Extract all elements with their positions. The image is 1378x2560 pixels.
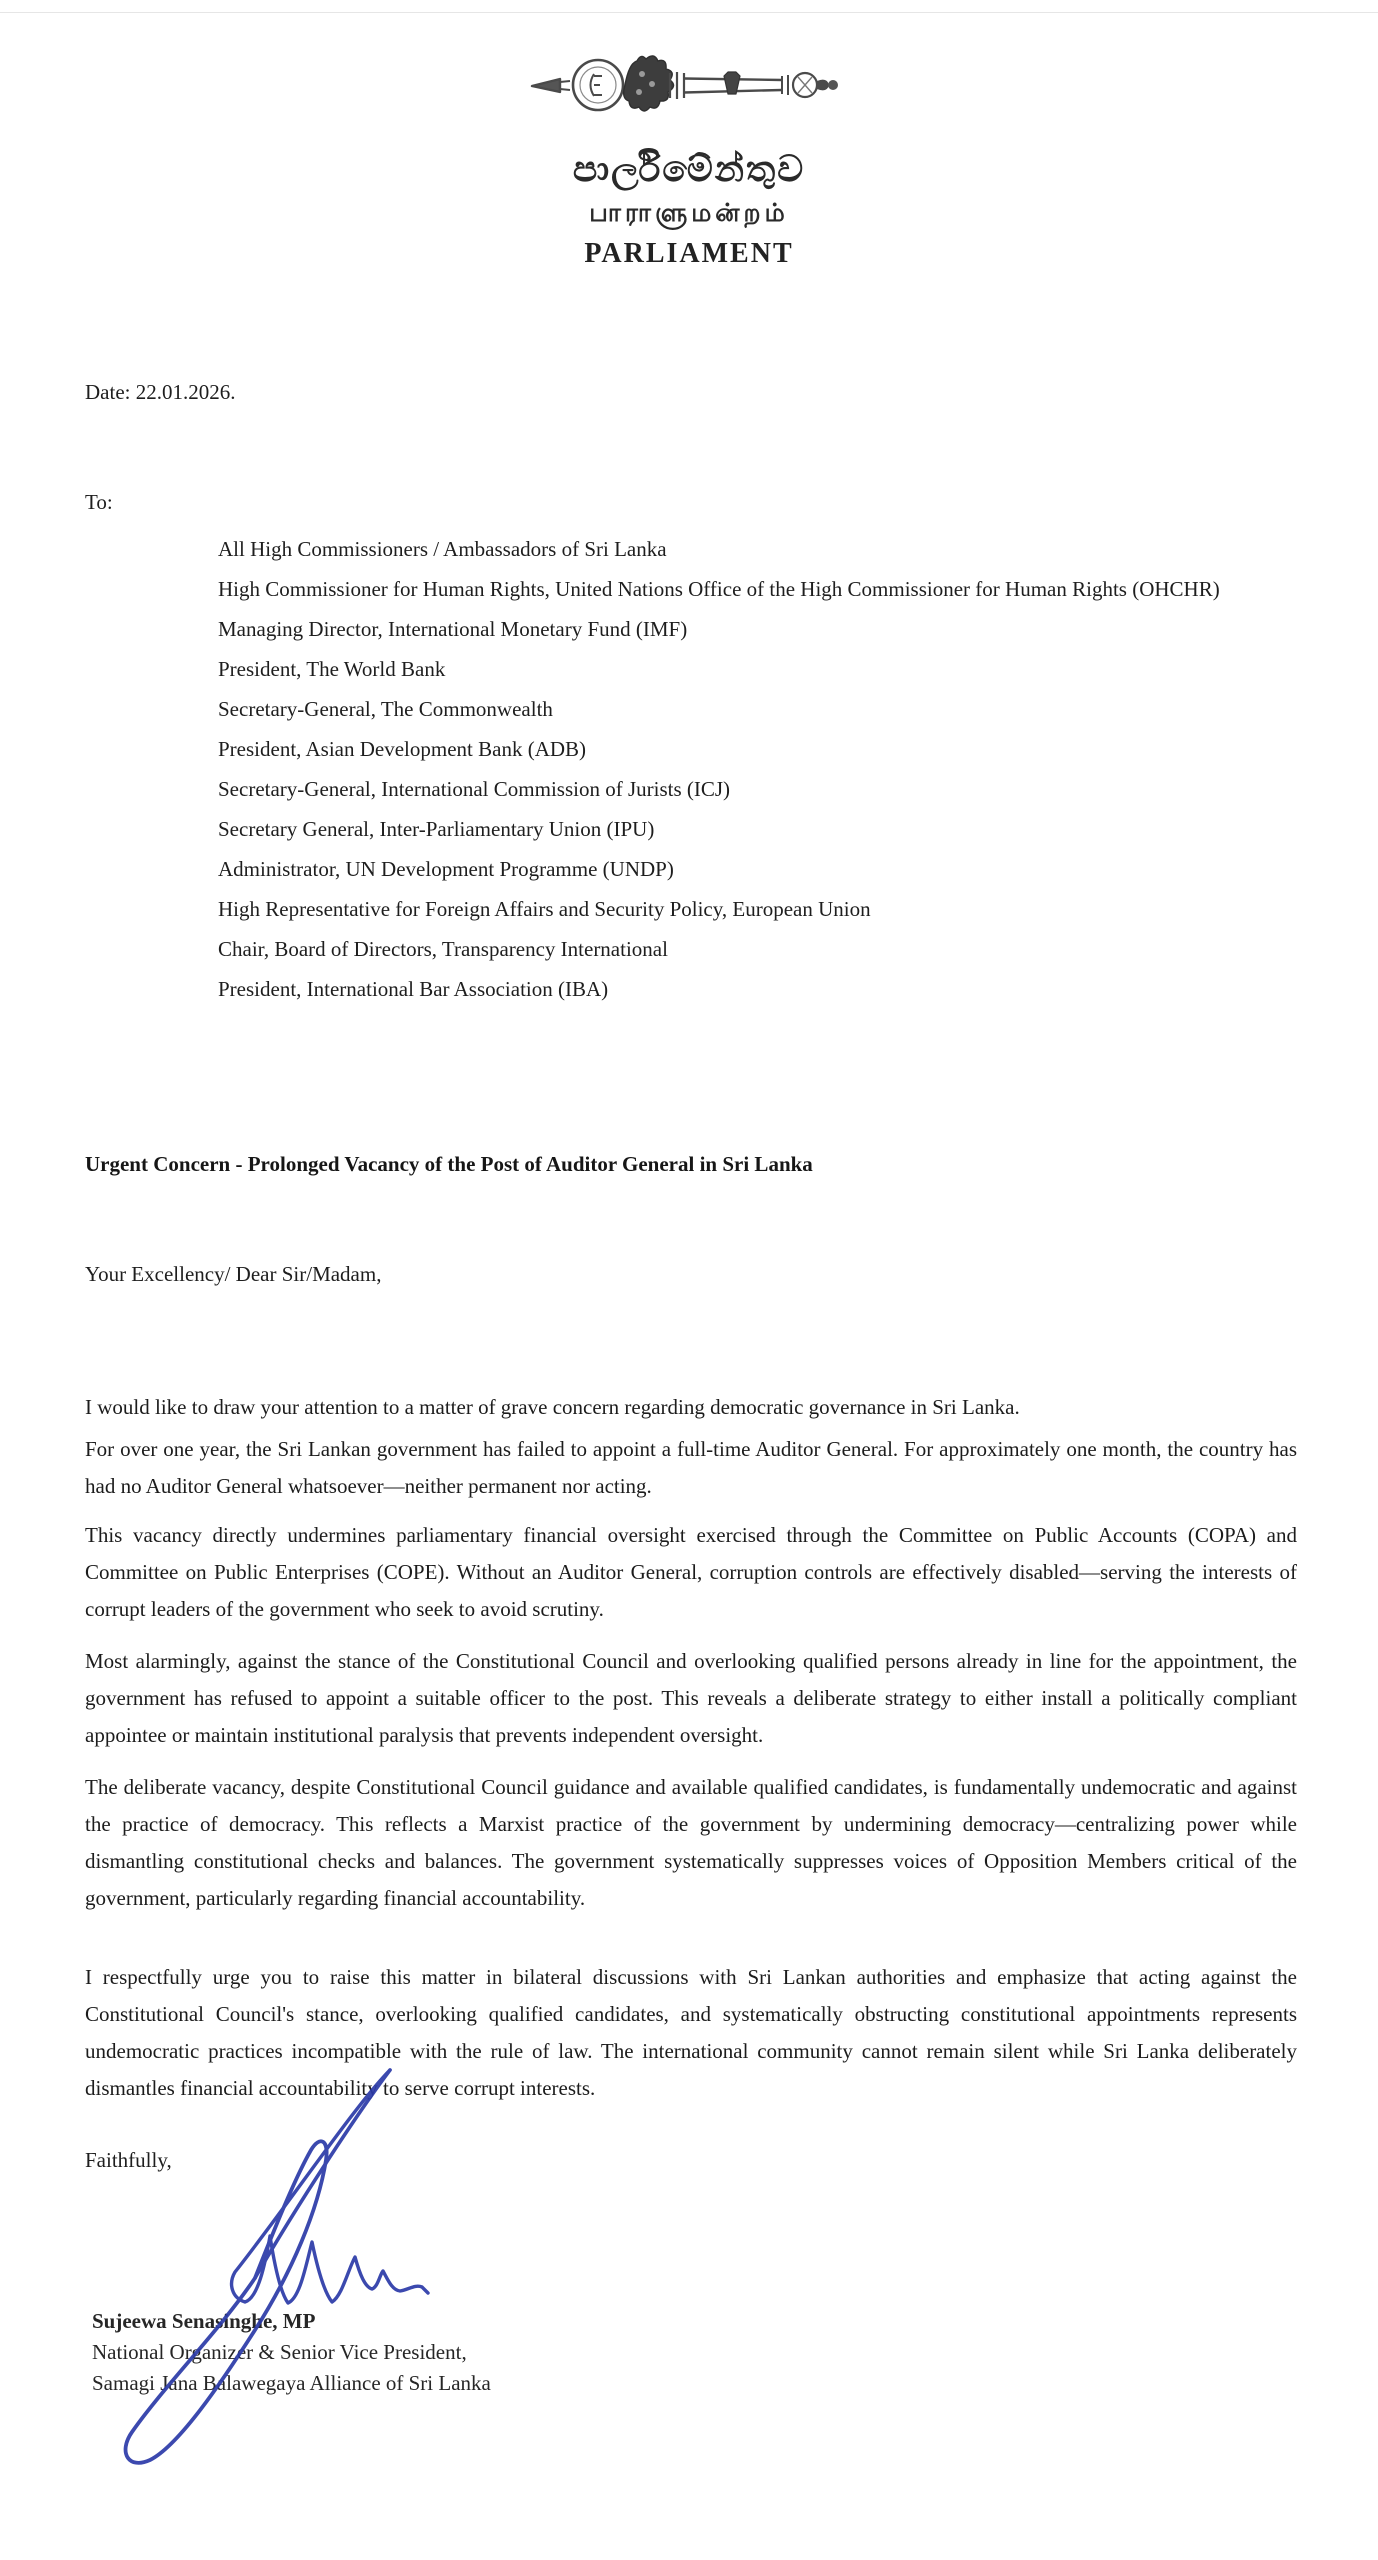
recipient-item: Managing Director, International Monetary Fund (IMF)	[218, 617, 688, 641]
body-paragraph: The deliberate vacancy, despite Constitutional Council guidance and available qualified candidates, is fundamentally undemocratic and against the practice of democracy. This reflects a Marxist practice of the government by undermining democracy—centralizing power while dismantling constitutional checks and balances. The government systematically suppresses voices of Opposition Members critical of the government, particularly regarding financial accountability.	[85, 1775, 1297, 1910]
recipient-item: President, The World Bank	[218, 657, 446, 681]
body-paragraph: For over one year, the Sri Lankan government has failed to appoint a full-time Auditor General. For approximately one month, the country has had no Auditor General whatsoever—neither permanent nor acting.	[85, 1437, 1297, 1498]
to-label: To:	[85, 490, 113, 514]
date-line: Date: 22.01.2026.	[85, 380, 236, 404]
subject-line: Urgent Concern - Prolonged Vacancy of the Post of Auditor General in Sri Lanka	[85, 1152, 813, 1176]
parliament-mace-icon	[524, 40, 854, 137]
recipient-item: Secretary General, Inter-Parliamentary Union (IPU)	[218, 817, 655, 841]
parliament-title-tamil: பாராளுமன்றம்	[589, 200, 789, 227]
recipient-item: President, International Bar Association (IBA)	[218, 977, 609, 1001]
recipient-list	[218, 531, 1228, 1011]
salutation: Your Excellency/ Dear Sir/Madam,	[85, 1262, 382, 1286]
body-paragraph: I would like to draw your attention to a matter of grave concern regarding democratic governance in Sri Lanka.	[85, 1395, 1020, 1419]
recipient-item: Chair, Board of Directors, Transparency International	[218, 937, 668, 961]
recipient-item: Secretary-General, The Commonwealth	[218, 697, 553, 721]
body-paragraph: This vacancy directly undermines parliamentary financial oversight exercised through the Committee on Public Accounts (COPA) and Committee on Public Enterprises (COPE). Without an Auditor General, corruption controls are effectively disabled—serving the interests of corrupt leaders of the government who seek to avoid scrutiny.	[85, 1523, 1297, 1621]
parliament-title-sinhala: පාර්ලිමේන්තුව	[572, 149, 806, 189]
recipient-item: Secretary-General, International Commission of Jurists (ICJ)	[218, 777, 731, 801]
recipient-item: President, Asian Development Bank (ADB)	[218, 737, 587, 761]
signatory-title: National Organizer & Senior Vice President,	[92, 2340, 467, 2364]
recipient-item: Administrator, UN Development Programme (UNDP)	[218, 857, 674, 881]
signatory-organization: Samagi Jana Balawegaya Alliance of Sri Lanka	[92, 2371, 491, 2395]
parliament-title-english: PARLIAMENT	[584, 238, 794, 269]
signatory-block	[92, 2306, 491, 2399]
body-paragraph: I respectfully urge you to raise this matter in bilateral discussions with Sri Lankan authorities and emphasize that acting against the Constitutional Council's stance, overlooking qualified candidates, and systematically obstructing constitutional appointments represents undemocratic practices incompatible with the rule of law. The international community cannot remain silent while Sri Lanka deliberately dismantles financial accountability to serve corrupt interests.	[85, 1965, 1297, 2100]
signatory-name: Sujeewa Senasinghe, MP	[92, 2309, 316, 2333]
body-paragraph: Most alarmingly, against the stance of the Constitutional Council and overlooking qualified persons already in line for the appointment, the government has refused to appoint a suitable officer to the post. This reveals a deliberate strategy to either install a politically compliant appointee or maintain institutional paralysis that prevents independent oversight.	[85, 1649, 1297, 1747]
recipient-item: High Representative for Foreign Affairs and Security Policy, European Union	[218, 897, 871, 921]
recipient-item: All High Commissioners / Ambassadors of Sri Lanka	[218, 537, 667, 561]
closing-faithfully: Faithfully,	[85, 2148, 172, 2172]
recipient-item: High Commissioner for Human Rights, United Nations Office of the High Commissioner for Human Rights (OHCHR)	[218, 577, 1220, 601]
scan-artifact-line	[0, 12, 1378, 13]
